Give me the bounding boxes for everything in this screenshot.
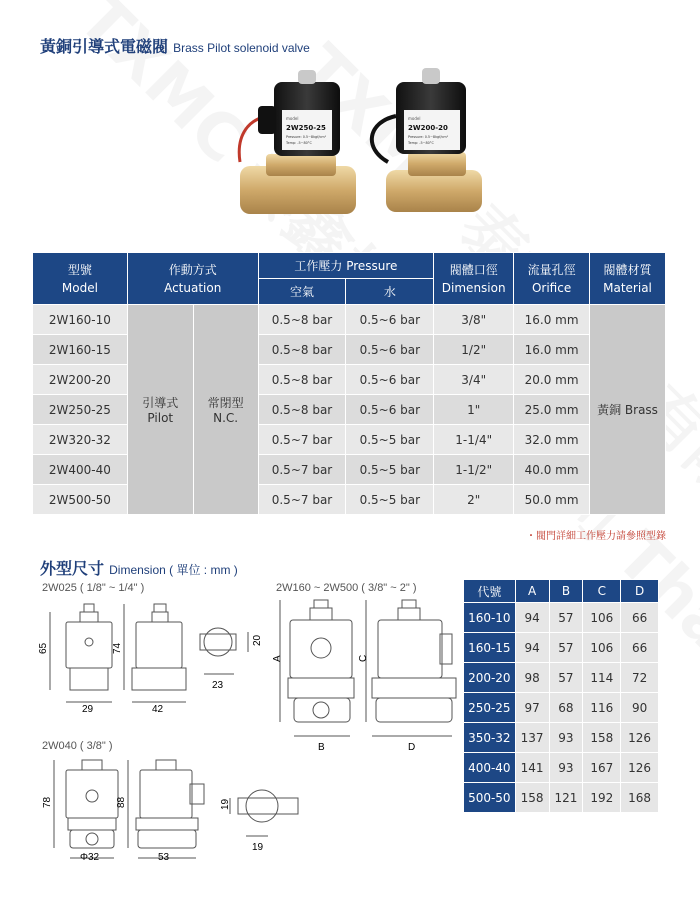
header-pressure: 工作壓力 Pressure — [258, 253, 434, 279]
dimension-title-en: Dimension ( 單位 : mm ) — [109, 563, 238, 577]
d42: 42 — [152, 704, 164, 714]
dim-A: A — [272, 655, 283, 662]
valve2-spec1: Pressure: 0.5~8kgf/cm² — [408, 135, 449, 139]
valve1-label: model — [286, 116, 299, 121]
dimension-title — [40, 556, 238, 579]
actuation-nc: 常閉型 N.C. — [193, 305, 258, 515]
table-row: 160-15 94 57 106 66 — [464, 633, 659, 663]
table-row: 2W320-32 0.5~7 bar 0.5~5 bar 1-1/4" 32.0 mm — [33, 425, 666, 455]
valve1-spec2: Temp: -5~80°C — [286, 141, 312, 145]
header-water: 水 — [346, 279, 434, 305]
d65: 65 — [38, 642, 49, 654]
valve-2w200-20 — [372, 68, 482, 212]
d20: 20 — [252, 634, 263, 646]
header-model: 型號 Model — [33, 253, 128, 305]
d78: 78 — [42, 796, 53, 808]
actuation-pilot: 引導式 Pilot — [127, 305, 193, 515]
dim-header-b: B — [549, 580, 583, 603]
table-row: 500-50 158 121 192 168 — [464, 783, 659, 813]
header-actuation: 作動方式 Actuation — [127, 253, 258, 305]
d23: 23 — [212, 680, 224, 691]
table-row: 2W400-40 0.5~7 bar 0.5~5 bar 1-1/2" 40.0 mm — [33, 455, 666, 485]
material-cell: 黃銅 Brass — [590, 305, 666, 515]
table-row: 250-25 97 68 116 90 — [464, 693, 659, 723]
valve1-model: 2W250-25 — [286, 124, 326, 132]
table-row: 2W250-25 0.5~8 bar 0.5~6 bar 1" 25.0 mm — [33, 395, 666, 425]
table-row: 200-20 98 57 114 72 — [464, 663, 659, 693]
d19-vertical: 19 — [220, 798, 231, 810]
dim-header-a: A — [515, 580, 549, 603]
drawing-2w025 — [36, 598, 266, 714]
drawing-2w040 — [36, 756, 316, 866]
valve2-label: model — [408, 116, 421, 121]
table-row: 2W160-10 引導式 Pilot 常閉型 N.C. 0.5~8 bar 0.5~6 bar 3/8" 16.0 mm 黃銅 Brass — [33, 305, 666, 335]
table-row: 160-10 94 57 106 66 — [464, 603, 659, 633]
table-row: 400-40 141 93 167 126 — [464, 753, 659, 783]
table-row: 350-32 137 93 158 126 — [464, 723, 659, 753]
valve-2w250-25 — [239, 70, 356, 214]
dim-header-d: D — [621, 580, 659, 603]
header-dimension: 閥體口徑 Dimension — [434, 253, 514, 305]
drawing1-caption: 2W025 ( 1/8" ~ 1/4" ) — [42, 582, 145, 594]
d19-horizontal: 19 — [252, 842, 264, 853]
d88: 88 — [116, 796, 127, 808]
table-row: 2W500-50 0.5~7 bar 0.5~5 bar 2" 50.0 mm — [33, 485, 666, 515]
header-air: 空氣 — [258, 279, 346, 305]
table-row: 2W160-15 0.5~8 bar 0.5~6 bar 1/2" 16.0 mm — [33, 335, 666, 365]
dim-header-code: 代號 — [464, 580, 516, 603]
drawing2-caption: 2W160 ~ 2W500 ( 3/8" ~ 2" ) — [276, 582, 417, 594]
d29: 29 — [82, 704, 94, 714]
d53: 53 — [158, 852, 170, 863]
spec-table — [32, 252, 666, 515]
pressure-note: ・閥門詳細工作壓力請參照型錄 — [526, 531, 666, 542]
dim-B: B — [318, 742, 325, 753]
drawing-2w160-2w500 — [268, 598, 458, 754]
table-row: 2W200-20 0.5~8 bar 0.5~6 bar 3/4" 20.0 mm — [33, 365, 666, 395]
page-title — [40, 34, 310, 57]
valve2-model: 2W200-20 — [408, 124, 448, 132]
dimension-title-zh: 外型尺寸 — [40, 559, 105, 578]
header-material: 閥體材質 Material — [590, 253, 666, 305]
dim-D: D — [408, 742, 416, 753]
page-title-en: Brass Pilot solenoid valve — [173, 41, 310, 55]
product-photo — [218, 66, 498, 226]
valve1-spec1: Pressure: 0.5~8kgf/cm² — [286, 135, 327, 139]
header-orifice: 流量孔徑 Orifice — [514, 253, 590, 305]
dim-C: C — [358, 654, 369, 662]
page-title-zh: 黃銅引導式電磁閥 — [40, 37, 169, 56]
d-phi32: Φ32 — [80, 852, 100, 863]
dim-header-c: C — [583, 580, 621, 603]
valve2-spec2: Temp: -5~80°C — [408, 141, 434, 145]
d74: 74 — [112, 642, 123, 654]
drawing3-caption: 2W040 ( 3/8" ) — [42, 740, 113, 752]
dimension-table — [463, 579, 659, 813]
